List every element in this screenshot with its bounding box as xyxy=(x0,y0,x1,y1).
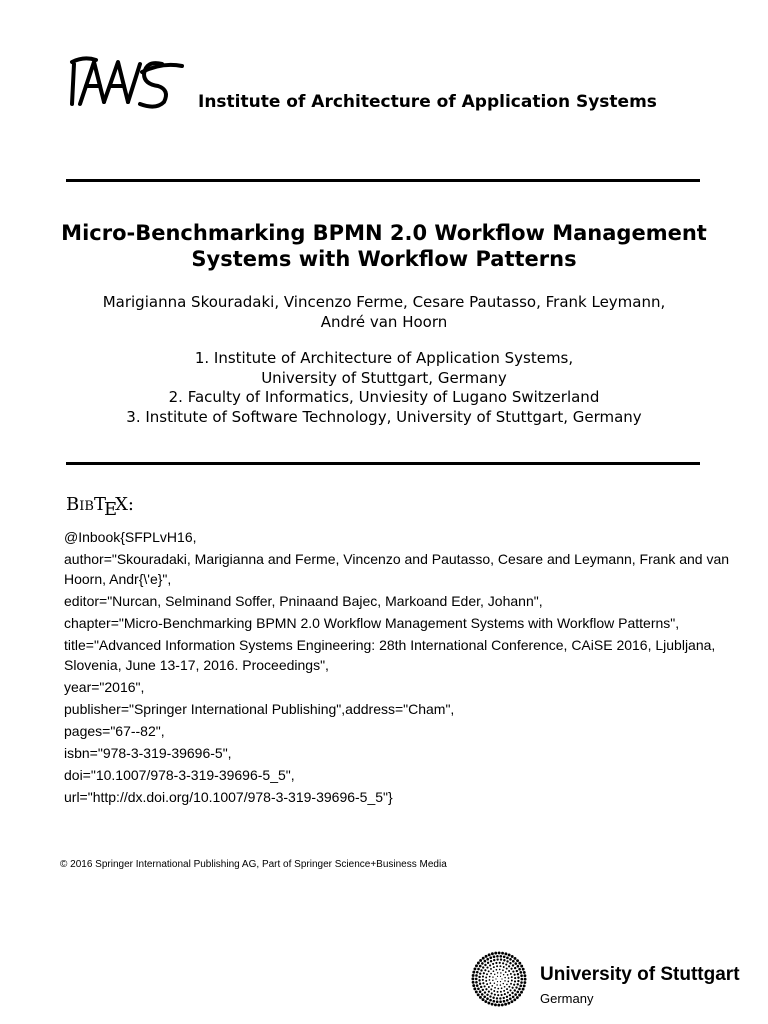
affiliation-line: University of Stuttgart, Germany xyxy=(261,368,507,387)
bibtex-line: publisher="Springer International Publishing",address="Cham", xyxy=(64,701,455,717)
bibtex-line: chapter="Micro-Benchmarking BPMN 2.0 Workflow Management Systems with Workflow Patterns", xyxy=(64,615,680,631)
university-emblem-icon xyxy=(470,950,528,1008)
title-line: Systems with Workflow Patterns xyxy=(191,247,577,271)
bibtex-line: pages="67--82", xyxy=(64,723,165,739)
paper-authors xyxy=(20,292,748,332)
iaas-logo xyxy=(66,52,192,114)
institute-header: Institute of Architecture of Application Systems xyxy=(198,92,657,112)
authors-line: André van Hoorn xyxy=(320,313,448,331)
bibtex-entry xyxy=(64,527,764,807)
bibtex-label: BIBTEX: xyxy=(66,494,134,520)
university-country: Germany xyxy=(540,991,594,1006)
university-name: University of Stuttgart xyxy=(540,964,740,985)
bibtex-line: year="2016", xyxy=(64,679,145,695)
affiliation-line: 3. Institute of Software Technology, University of Stuttgart, Germany xyxy=(126,407,642,426)
bibtex-line: doi="10.1007/978-3-319-39696-5_5", xyxy=(64,767,295,783)
bibtex-line: url="http://dx.doi.org/10.1007/978-3-319-39696-5_5"} xyxy=(64,789,393,805)
header-divider xyxy=(66,179,700,182)
paper-title xyxy=(20,220,748,272)
bibtex-line: editor="Nurcan, Selminand Soffer, Pninaand Bajec, Markoand Eder, Johann", xyxy=(64,593,543,609)
authors-line: Marigianna Skouradaki, Vincenzo Ferme, Cesare Pautasso, Frank Leymann, xyxy=(102,293,666,311)
bibtex-line: @Inbook{SFPLvH16, xyxy=(64,529,197,545)
section-divider xyxy=(66,462,700,465)
affiliation-line: 2. Faculty of Informatics, Unviesity of Lugano Switzerland xyxy=(168,388,600,406)
bibtex-line: title="Advanced Information Systems Engineering: 28th International Conference, CAiSE 2016, Ljubljana, Slovenia, June 13-17, 2016. Proceedings", xyxy=(64,637,716,673)
bibtex-line: isbn="978-3-319-39696-5", xyxy=(64,745,232,761)
affiliation-line: 1. Institute of Architecture of Application Systems, xyxy=(194,349,574,367)
title-line: Micro-Benchmarking BPMN 2.0 Workflow Management xyxy=(61,221,707,245)
bibtex-line: author="Skouradaki, Marigianna and Ferme, Vincenzo and Pautasso, Cesare and Leymann, Frank and van Hoorn, Andr{\'e}", xyxy=(64,551,730,587)
copyright-notice: © 2016 Springer International Publishing AG, Part of Springer Science+Business Media xyxy=(60,859,447,870)
affiliations xyxy=(20,349,748,427)
